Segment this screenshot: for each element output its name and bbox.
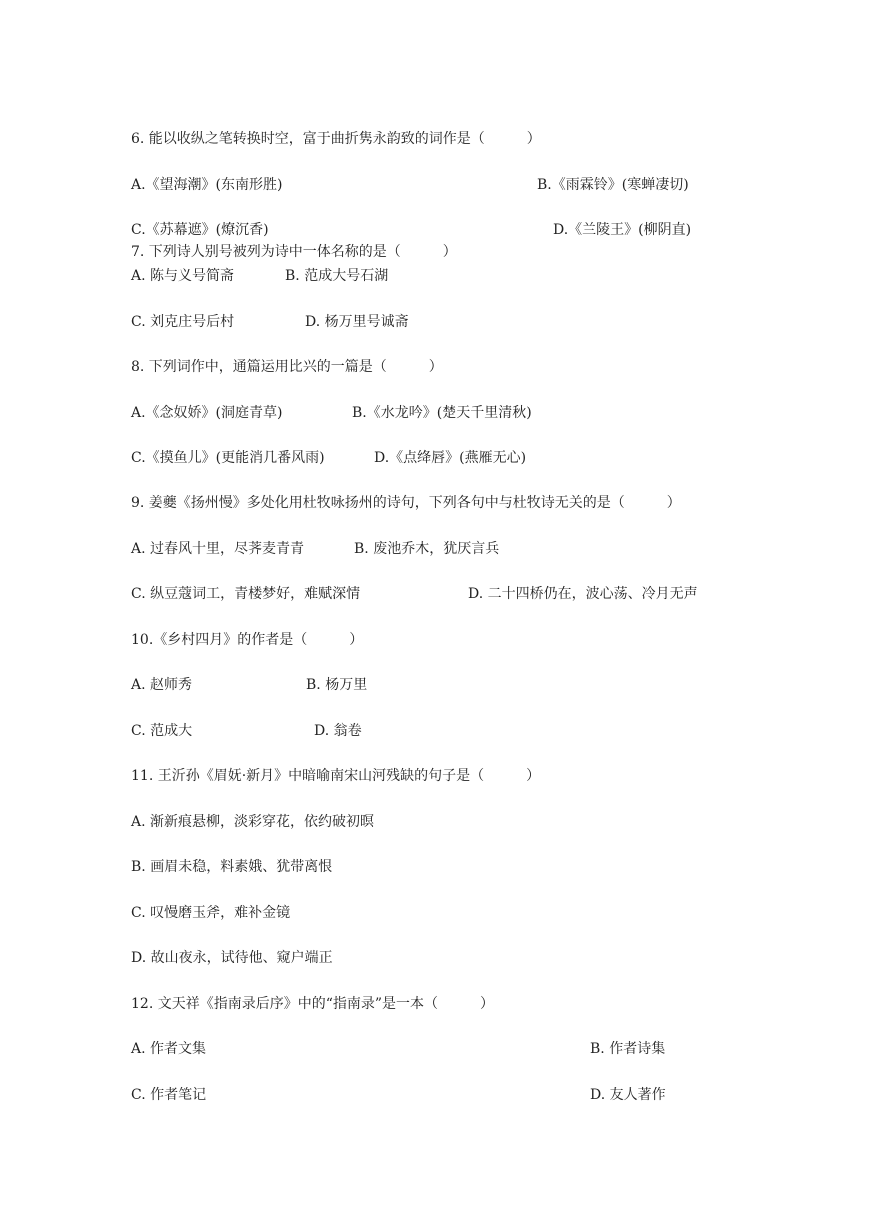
question-11-option-b: B. 画眉未稳，料素娥、犹带离恨: [131, 859, 333, 875]
question-8-option-b: B.《水龙吟》(楚天千里清秋): [352, 405, 532, 421]
question-12-option-d: D. 友人著作: [590, 1087, 666, 1103]
question-10-option-c: C. 范成大: [131, 723, 193, 739]
question-12-stem: 12. 文天祥《指南录后序》中的“指南录”是一本（ ）: [131, 996, 495, 1012]
question-11-stem: 11. 王沂孙《眉妩·新月》中暗喻南宋山河残缺的句子是（ ）: [131, 768, 541, 784]
question-7-option-a: A. 陈与义号简斋: [131, 268, 235, 284]
question-7-stem: 7. 下列诗人别号被列为诗中一体名称的是（ ）: [131, 244, 457, 260]
question-6-option-d: D.《兰陵王》(柳阴直): [553, 222, 692, 238]
question-12-option-b: B. 作者诗集: [590, 1041, 666, 1057]
question-7-option-b: B. 范成大号石湖: [285, 268, 389, 284]
question-11-option-a: A. 渐新痕悬柳，淡彩穿花，依约破初暝: [131, 814, 375, 830]
question-8-option-c: C.《摸鱼儿》(更能消几番风雨): [131, 450, 325, 466]
question-9-option-a: A. 过春风十里，尽荠麦青青: [131, 541, 305, 557]
question-9-option-b: B. 废池乔木，犹厌言兵: [354, 541, 500, 557]
question-12-option-c: C. 作者笔记: [131, 1087, 207, 1103]
question-12-option-a: A. 作者文集: [131, 1041, 207, 1057]
question-7-option-c: C. 刘克庄号后村: [131, 314, 235, 330]
question-11-option-c: C. 叹慢磨玉斧，难补金镜: [131, 905, 291, 921]
question-10-option-d: D. 翁卷: [314, 723, 362, 739]
question-10-stem: 10.《乡村四月》的作者是（ ）: [131, 632, 364, 648]
question-8-option-d: D.《点绛唇》(燕雁无心): [374, 450, 527, 466]
question-10-option-b: B. 杨万里: [306, 677, 368, 693]
question-6-option-c: C.《苏幕遮》(燎沉香): [131, 222, 269, 238]
question-7-option-d: D. 杨万里号诚斋: [305, 314, 409, 330]
question-10-option-a: A. 赵师秀: [131, 677, 193, 693]
question-6-option-b: B.《雨霖铃》(寒蝉凄切): [537, 177, 689, 193]
question-6-option-a: A.《望海潮》(东南形胜): [131, 177, 283, 193]
question-11-option-d: D. 故山夜永，试待他、窥户端正: [131, 950, 333, 966]
question-9-stem: 9. 姜夔《扬州慢》多处化用杜牧咏扬州的诗句，下列各句中与杜牧诗无关的是（ ）: [131, 495, 681, 511]
question-9-option-c: C. 纵豆蔻词工，青楼梦好，难赋深情: [131, 586, 361, 602]
question-8-option-a: A.《念奴娇》(洞庭青草): [131, 405, 283, 421]
question-8-stem: 8. 下列词作中，通篇运用比兴的一篇是（ ）: [131, 359, 443, 375]
question-9-option-d: D. 二十四桥仍在，波心荡、冷月无声: [468, 586, 698, 602]
question-6-stem: 6. 能以收纵之笔转换时空，富于曲折隽永韵致的词作是（ ）: [131, 131, 541, 147]
